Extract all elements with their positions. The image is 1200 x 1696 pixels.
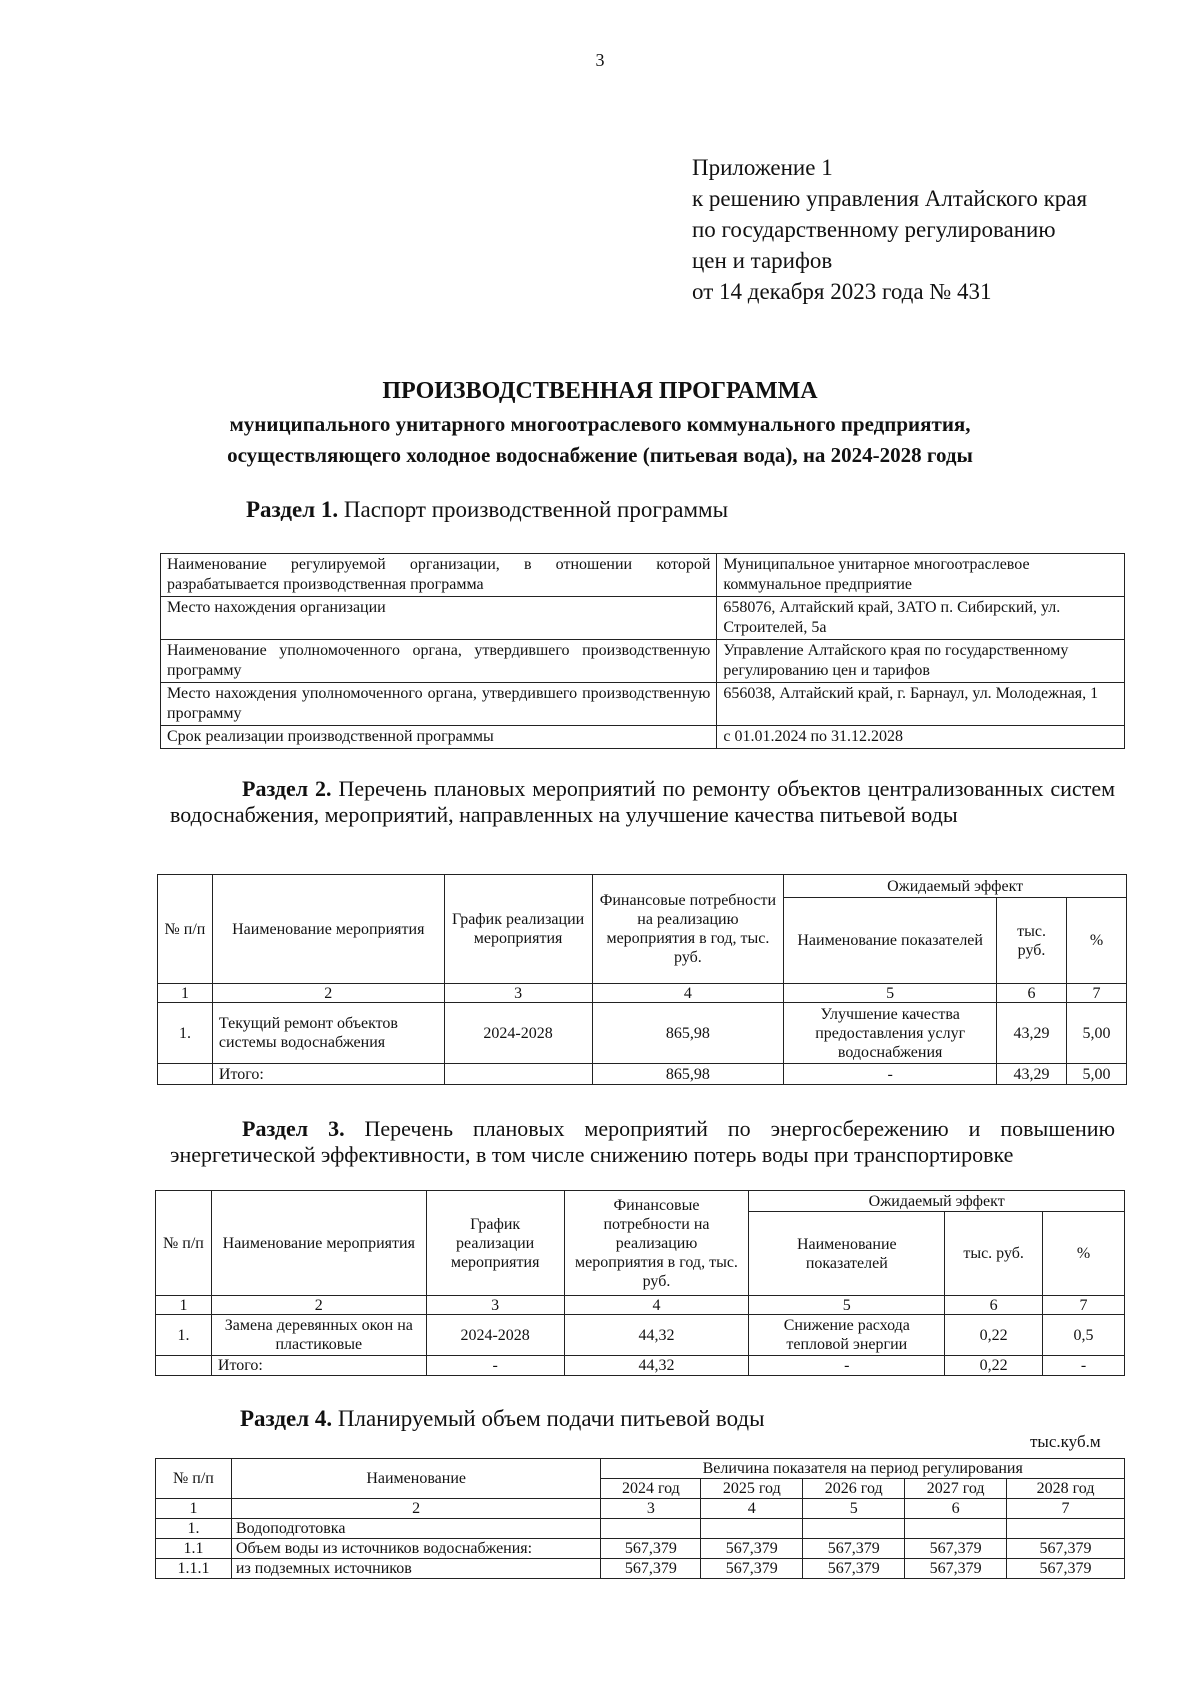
appendix-line: от 14 декабря 2023 года № 431 xyxy=(692,279,992,304)
cell-num: 1.1 xyxy=(156,1539,232,1559)
passport-table xyxy=(160,553,1125,749)
document-title: ПРОИЗВОДСТВЕННАЯ ПРОГРАММА xyxy=(382,378,818,404)
cell-finance: 865,98 xyxy=(592,1003,784,1064)
section1-heading xyxy=(246,497,728,523)
table-row xyxy=(161,683,1125,726)
section-title: Перечень плановых мероприятий по энергосбережению и повышению энергетической эффективности, в том числе снижению потерь воды при транспортировке xyxy=(170,1116,1116,1167)
cell-num: 1. xyxy=(158,1003,213,1064)
table-row xyxy=(156,1519,1125,1539)
cell-value xyxy=(701,1519,803,1539)
cell-value: 567,379 xyxy=(803,1559,905,1579)
cell-num: 1.1.1 xyxy=(156,1559,232,1579)
section-label: Раздел 4. xyxy=(240,1406,333,1431)
section-title: Паспорт производственной программы xyxy=(343,497,729,522)
table-header-row xyxy=(156,1459,1125,1479)
column-number: 2 xyxy=(231,1499,601,1519)
header-rub: тыс. руб. xyxy=(945,1212,1043,1296)
document-subtitle-line: осуществляющего холодное водоснабжение (питьевая вода), на 2024-2028 годы xyxy=(227,443,973,467)
column-number-row xyxy=(158,984,1127,1003)
cell-value: 567,379 xyxy=(601,1539,701,1559)
passport-value-cell: Муниципальное унитарное многоотраслевое коммунальное предприятие xyxy=(717,554,1125,597)
appendix-line: цен и тарифов xyxy=(692,248,833,273)
column-number: 1 xyxy=(158,984,213,1003)
cell-finance: 44,32 xyxy=(564,1315,749,1356)
cell-value: 567,379 xyxy=(1007,1559,1125,1579)
section3-heading xyxy=(170,1116,1115,1168)
table-row xyxy=(161,640,1125,683)
cell-name: Текущий ремонт объектов системы водоснабжения xyxy=(212,1003,444,1064)
passport-name-cell: Наименование регулируемой организации, в отношении которой разрабатывается производственная программа xyxy=(161,554,717,597)
column-number: 3 xyxy=(601,1499,701,1519)
header-finance: Финансовые потребности на реализацию мероприятия в год, тыс. руб. xyxy=(564,1191,749,1296)
cell-finance: 44,32 xyxy=(564,1356,749,1376)
appendix-line: по государственному регулированию xyxy=(692,217,1056,242)
header-num: № п/п xyxy=(156,1459,232,1499)
column-number: 1 xyxy=(156,1296,212,1315)
column-number: 4 xyxy=(592,984,784,1003)
header-name: Наименование xyxy=(231,1459,601,1499)
column-number: 5 xyxy=(749,1296,945,1315)
section-title: Планируемый объем подачи питьевой воды xyxy=(337,1406,765,1431)
section4-heading xyxy=(240,1406,765,1432)
cell-indicator: Улучшение качества предоставления услуг водоснабжения xyxy=(784,1003,997,1064)
section-label: Раздел 2. xyxy=(242,776,332,801)
column-number: 2 xyxy=(212,984,444,1003)
cell-num xyxy=(156,1356,212,1376)
cell-name: из подземных источников xyxy=(231,1559,601,1579)
header-period: Величина показателя на период регулирования xyxy=(601,1459,1125,1479)
column-number: 7 xyxy=(1066,984,1126,1003)
cell-name: Водоподготовка xyxy=(231,1519,601,1539)
appendix-block xyxy=(692,152,1087,307)
section2-table xyxy=(157,874,1127,1085)
appendix-line: Приложение 1 xyxy=(692,155,833,180)
table-header-row xyxy=(158,875,1127,898)
column-number-row xyxy=(156,1499,1125,1519)
header-year: 2026 год xyxy=(803,1479,905,1499)
header-schedule: График реализации мероприятия xyxy=(444,875,592,984)
column-number: 3 xyxy=(426,1296,564,1315)
header-rub: тыс. руб. xyxy=(997,898,1067,984)
header-year: 2024 год xyxy=(601,1479,701,1499)
passport-value-cell: 658076, Алтайский край, ЗАТО п. Сибирский, ул. Строителей, 5а xyxy=(717,597,1125,640)
header-pct: % xyxy=(1043,1212,1125,1296)
table-total-row xyxy=(156,1356,1125,1376)
header-effect: Ожидаемый эффект xyxy=(784,875,1127,898)
cell-value xyxy=(905,1519,1007,1539)
cell-value: 567,379 xyxy=(701,1559,803,1579)
cell-finance: 865,98 xyxy=(592,1064,784,1085)
cell-pct: 5,00 xyxy=(1066,1064,1126,1085)
table-row xyxy=(161,554,1125,597)
cell-schedule: - xyxy=(426,1356,564,1376)
column-number: 3 xyxy=(444,984,592,1003)
section4-table xyxy=(155,1458,1125,1579)
column-number: 7 xyxy=(1007,1499,1125,1519)
table-row xyxy=(161,597,1125,640)
cell-indicator: - xyxy=(784,1064,997,1085)
cell-value: 567,379 xyxy=(905,1539,1007,1559)
column-number: 5 xyxy=(803,1499,905,1519)
unit-label: тыс.куб.м xyxy=(1030,1432,1101,1451)
cell-num: 1. xyxy=(156,1519,232,1539)
column-number: 4 xyxy=(701,1499,803,1519)
table-row xyxy=(156,1539,1125,1559)
header-schedule: График реализации мероприятия xyxy=(426,1191,564,1296)
header-year: 2027 год xyxy=(905,1479,1007,1499)
column-number-row xyxy=(156,1296,1125,1315)
cell-value xyxy=(1007,1519,1125,1539)
column-number: 6 xyxy=(997,984,1067,1003)
column-number: 1 xyxy=(156,1499,232,1519)
table-total-row xyxy=(158,1064,1127,1085)
table-header-row xyxy=(156,1191,1125,1212)
header-name: Наименование мероприятия xyxy=(211,1191,426,1296)
cell-schedule: 2024-2028 xyxy=(426,1315,564,1356)
column-number: 5 xyxy=(784,984,997,1003)
column-number: 4 xyxy=(564,1296,749,1315)
cell-indicator: - xyxy=(749,1356,945,1376)
header-num: № п/п xyxy=(156,1191,212,1296)
cell-pct: 5,00 xyxy=(1066,1003,1126,1064)
cell-rub: 43,29 xyxy=(997,1064,1067,1085)
section-label: Раздел 3. xyxy=(242,1116,345,1141)
header-indicator: Наименование показателей xyxy=(749,1212,945,1296)
section-title: Перечень плановых мероприятий по ремонту объектов централизованных систем водоснабжения, мероприятий, направленных на улучшение качества питьевой воды xyxy=(170,776,1116,827)
cell-value xyxy=(601,1519,701,1539)
cell-name: Объем воды из источников водоснабжения: xyxy=(231,1539,601,1559)
cell-schedule: 2024-2028 xyxy=(444,1003,592,1064)
page-number: 3 xyxy=(595,50,605,70)
column-number: 6 xyxy=(905,1499,1007,1519)
header-indicator: Наименование показателей xyxy=(784,898,997,984)
passport-value-cell: 656038, Алтайский край, г. Барнаул, ул. Молодежная, 1 xyxy=(717,683,1125,726)
cell-rub: 0,22 xyxy=(945,1356,1043,1376)
passport-name-cell: Место нахождения уполномоченного органа, утвердившего производственную программу xyxy=(161,683,717,726)
passport-value-cell: Управление Алтайского края по государственному регулированию цен и тарифов xyxy=(717,640,1125,683)
cell-name: Замена деревянных окон на пластиковые xyxy=(211,1315,426,1356)
cell-value: 567,379 xyxy=(1007,1539,1125,1559)
cell-rub: 0,22 xyxy=(945,1315,1043,1356)
column-number: 7 xyxy=(1043,1296,1125,1315)
cell-num: 1. xyxy=(156,1315,212,1356)
cell-pct: - xyxy=(1043,1356,1125,1376)
cell-rub: 43,29 xyxy=(997,1003,1067,1064)
cell-total-label: Итого: xyxy=(212,1064,444,1085)
header-pct: % xyxy=(1066,898,1126,984)
passport-name-cell: Наименование уполномоченного органа, утвердившего производственную программу xyxy=(161,640,717,683)
appendix-line: к решению управления Алтайского края xyxy=(692,186,1088,211)
cell-value: 567,379 xyxy=(803,1539,905,1559)
cell-num xyxy=(158,1064,213,1085)
cell-value xyxy=(803,1519,905,1539)
cell-value: 567,379 xyxy=(701,1539,803,1559)
column-number: 6 xyxy=(945,1296,1043,1315)
header-name: Наименование мероприятия xyxy=(212,875,444,984)
table-row xyxy=(161,726,1125,749)
column-number: 2 xyxy=(211,1296,426,1315)
cell-schedule xyxy=(444,1064,592,1085)
cell-indicator: Снижение расхода тепловой энергии xyxy=(749,1315,945,1356)
table-row xyxy=(158,1003,1127,1064)
header-num: № п/п xyxy=(158,875,213,984)
header-year: 2028 год xyxy=(1007,1479,1125,1499)
section2-heading xyxy=(170,776,1115,828)
header-year: 2025 год xyxy=(701,1479,803,1499)
document-subtitle-line: муниципального унитарного многоотраслевого коммунального предприятия, xyxy=(229,412,971,436)
header-finance: Финансовые потребности на реализацию мероприятия в год, тыс. руб. xyxy=(592,875,784,984)
table-row xyxy=(156,1315,1125,1356)
passport-name-cell: Место нахождения организации xyxy=(161,597,717,640)
passport-name-cell: Срок реализации производственной программы xyxy=(161,726,717,749)
passport-value-cell: с 01.01.2024 по 31.12.2028 xyxy=(717,726,1125,749)
section-label: Раздел 1. xyxy=(246,497,339,522)
section3-table xyxy=(155,1190,1125,1376)
cell-value: 567,379 xyxy=(905,1559,1007,1579)
header-effect: Ожидаемый эффект xyxy=(749,1191,1125,1212)
cell-pct: 0,5 xyxy=(1043,1315,1125,1356)
cell-total-label: Итого: xyxy=(211,1356,426,1376)
table-row xyxy=(156,1559,1125,1579)
cell-value: 567,379 xyxy=(601,1559,701,1579)
